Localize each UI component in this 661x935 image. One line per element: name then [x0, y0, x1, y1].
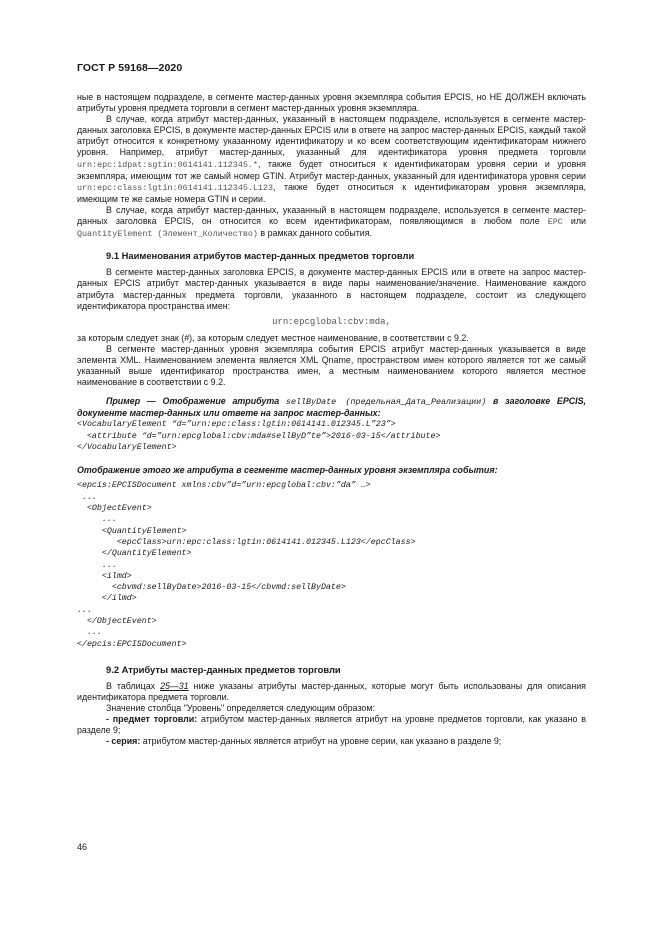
- code-line: <QuantityElement>: [77, 526, 187, 536]
- code-line: ...: [77, 515, 117, 525]
- example-caption: [77, 396, 586, 419]
- paragraph-continuation: ные в настоящем подразделе, в сегменте мастер-данных уровня экземпляра события EPCIS, но НЕ ДОЛЖЕН включать атрибуты уровня предмета торговли в сегмент мастер-данных уровня экземпляра.: [77, 92, 586, 114]
- table-reference-link[interactable]: 25—31: [160, 680, 189, 691]
- section-heading-9-2: 9.2 Атрибуты мастер-данных предметов торговли: [106, 663, 341, 675]
- paragraph-header-segment: [77, 114, 586, 205]
- namespace-identifier: urn:epcglobal:cbv:mda,: [272, 316, 391, 327]
- text-run: атрибутом мастер-данных является атрибут на уровне предметов торговли, как указано в разделе 9;: [77, 714, 586, 736]
- code-line: ...: [77, 492, 97, 502]
- section-heading-9-1: 9.1 Наименования атрибутов мастер-данных предметов торговли: [106, 250, 415, 262]
- code-quantity-element: QuantityElement (Элемент_Количество): [77, 229, 258, 240]
- paragraph-local-name: за которым следует знак (#), за которым следует местное наименование, в соответствии с 9.2.: [77, 332, 469, 343]
- text-run: В случае, когда атрибут мастер-данных, указанный в настоящем подразделе, используется в сегменте мастер-данных заголовка EPCIS, он относится ко всем идентификаторам, появляющимся в любом поле: [77, 204, 586, 227]
- paragraph-epc-fields: [77, 205, 586, 240]
- code-epc: EPC: [547, 217, 563, 228]
- code-line: <epcClass>urn:epc:class:lgtin:0614141.012345.L123</epcClass>: [77, 537, 416, 547]
- code-line: <ObjectEvent>: [77, 504, 152, 514]
- page-body: [77, 92, 586, 748]
- code-line: <ilmd>: [77, 571, 132, 581]
- paragraph-level-column: Значение столбца "Уровень" определяется следующим образом:: [106, 703, 375, 714]
- example-2-caption: Отображение этого же атрибута в сегменте мастер-данных уровня экземпляра события:: [77, 465, 498, 476]
- code-line: ...: [77, 560, 117, 570]
- example-label-rest: в заголовке EPCIS, документе мастер-данных или ответе на запрос мастер-данных:: [77, 396, 587, 419]
- example-code-block-1: [77, 419, 586, 453]
- term-batch: - серия:: [106, 736, 141, 747]
- paragraph-xml-element: В сегменте мастер-данных уровня экземпляра события EPCIS атрибут мастер-данных указывается в виде элемента XML. Наименованием элемента является XML Qname, пространством имен которого является тот же самый указанный выше идентификатор пространства имен, а местным наименованием которого является местное наименование в соответствии с 9.2.: [77, 343, 586, 388]
- code-sgtin: urn:epc:idpat:sgtin:0614141.112345.*: [77, 159, 258, 170]
- code-line: </ObjectEvent>: [77, 616, 157, 626]
- code-line: </ilmd>: [77, 594, 137, 604]
- text-run: В случае, когда атрибут мастер-данных, указанный в настоящем подразделе, используется в сегменте мастер-данных заголовка EPCIS, в документе мастер-данных EPCIS или в ответе на запрос мастер-данных EPCIS, каждый такой атрибут относится к конкретному указанному идентификатору и ко всем соответствующим идентификаторам нижнего уровня. Например, атрибут мастер-данных, указанный для идентификатора уровня предмета торговли: [77, 114, 586, 158]
- code-line: <epcis:EPCISDocument xmlns:cbv”d=”urn:epcglobal:cbv:”da” …>: [77, 481, 371, 491]
- code-line: ...: [77, 628, 102, 638]
- text-run: В таблицах: [106, 680, 161, 691]
- code-line: <VocabularyElement “d=”urn:epc:class:lgtin:0614141.012345.L”23”>: [77, 420, 396, 430]
- text-run: ниже указаны атрибуты мастер-данных, которые могут быть использованы для описания идентификатора предмета торговли.: [77, 680, 586, 703]
- term-trade-item: - предмет торговли:: [106, 714, 198, 725]
- code-line: ...: [77, 605, 92, 615]
- paragraph-tables: [77, 681, 586, 703]
- code-line: </epcis:EPCISDocument>: [77, 639, 187, 649]
- list-item-batch: [77, 736, 586, 747]
- text-run: атрибутом мастер-данных является атрибут на уровне серии, как указано в разделе 9;: [140, 736, 502, 747]
- code-line: <attribute “d=”urn:epcglobal:cbv:mda#sellByD”te”>2016-03-15</attribute>: [77, 431, 441, 441]
- code-line: </QuantityElement>: [77, 549, 192, 559]
- code-sellbydate: sellByDate (предельная_Дата_Реализации): [285, 397, 487, 408]
- paragraph-name-value: В сегменте мастер-данных заголовка EPCIS, в документе мастер-данных EPCIS или в ответе на запрос мастер-данных EPCIS атрибут мастер-данных указывается в виде пары наименование/значение. Наименование каждого атрибута мастер-данных предмета торговли, указанного в настоящем подразделе, состоит из следующего идентификатора пространства имен:: [77, 267, 586, 311]
- page-number: 46: [77, 842, 88, 852]
- code-line: <cbvmd:sellByDate>2016-03-15</cbvmd:sellByDate>: [77, 583, 346, 593]
- text-run: или: [562, 216, 586, 227]
- code-lgtin: urn:epc:class:lgtin:0614141.112345.L123: [77, 182, 274, 193]
- standard-header: ГОСТ Р 59168—2020: [77, 62, 183, 74]
- code-line: </VocabularyElement>: [77, 443, 177, 453]
- example-label: Пример — Отображение атрибута: [106, 396, 280, 407]
- text-run: , также будет относиться к идентификаторам уровня экземпляра, имеющим те же самые номера GTIN и серии.: [77, 181, 586, 204]
- text-run: , также будет относиться к идентификаторам уровня серии и уровня экземпляра, имеющим тот же самый номер GTIN. Атрибут мастер-данных, указанный для идентификатора уровня серии: [77, 158, 586, 181]
- text-run: в рамках данного события.: [257, 228, 372, 239]
- example-code-block-2: [77, 480, 586, 649]
- list-item-trade-item: [77, 714, 586, 736]
